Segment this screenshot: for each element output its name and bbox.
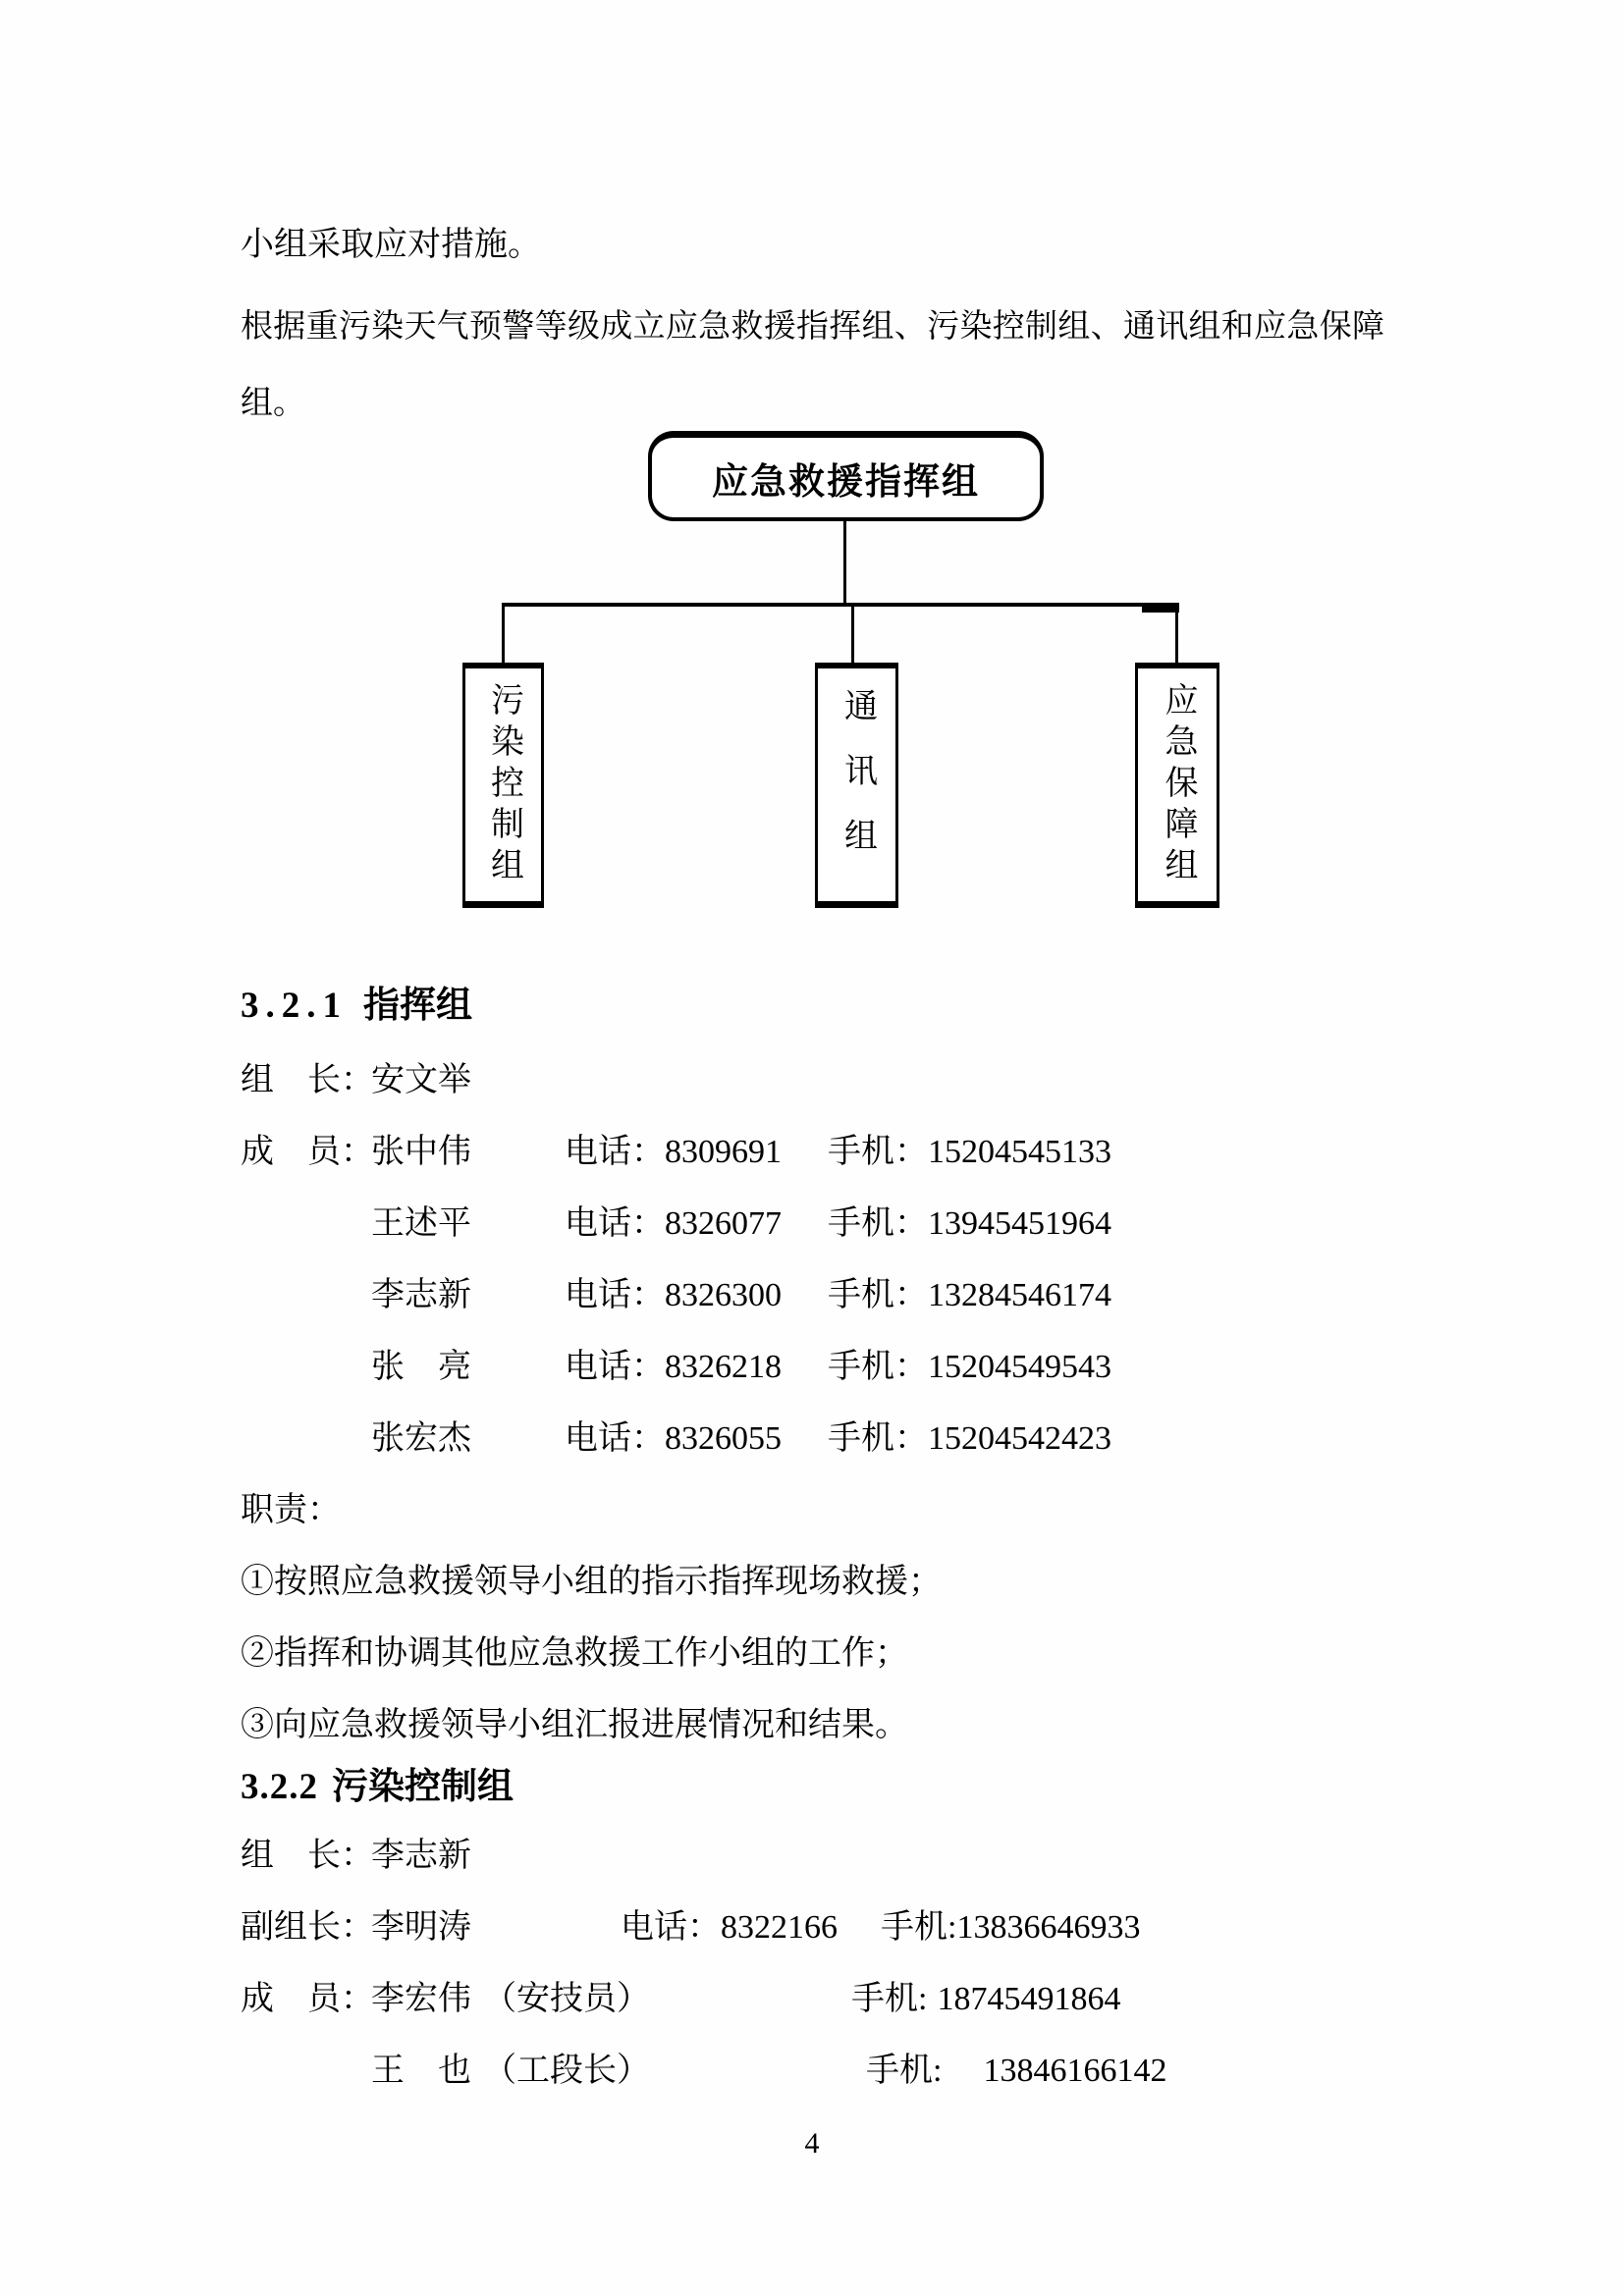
document-content bbox=[241, 207, 1384, 2107]
phone-label: 电话： bbox=[565, 1205, 665, 1242]
mobile-label: 手机: bbox=[866, 2053, 943, 2089]
phone-field bbox=[565, 1188, 828, 1259]
mobile-field bbox=[828, 1188, 1111, 1259]
org-chart-node-emergency-support bbox=[1135, 663, 1219, 908]
phone-field bbox=[621, 1892, 881, 1963]
member-name: 张宏杰 bbox=[371, 1420, 471, 1457]
section-322-rows bbox=[241, 1820, 1384, 2107]
org-chart-root-node bbox=[648, 431, 1044, 521]
section-title: 污染控制组 bbox=[332, 1767, 514, 1807]
duty-item bbox=[241, 1546, 1384, 1618]
phone-number: 8309691 bbox=[665, 1134, 782, 1170]
org-chart-connector-drop-right bbox=[1175, 603, 1178, 663]
leader-name: 安文举 bbox=[371, 1062, 471, 1098]
row-label: 组 长： bbox=[241, 1838, 374, 1874]
mobile-field bbox=[828, 1331, 1111, 1403]
intro-line-3: 组。 bbox=[241, 386, 305, 421]
mobile-label: 手机: bbox=[851, 1981, 928, 2017]
mobile-label: 手机： bbox=[828, 1277, 928, 1313]
duties-label-text: 职责： bbox=[241, 1492, 341, 1528]
org-chart-node-pollution-control bbox=[462, 663, 544, 908]
mobile-number: 13836646933 bbox=[956, 1909, 1141, 1946]
row-label bbox=[241, 1331, 371, 1403]
row-label bbox=[241, 1188, 371, 1259]
duty-item-text: ③向应急救援领导小组汇报进展情况和结果。 bbox=[241, 1707, 908, 1743]
phone-field bbox=[565, 1403, 828, 1474]
member-name: 王 也 bbox=[371, 2053, 471, 2089]
mobile-number: 13846166142 bbox=[983, 2053, 1167, 2089]
member-row bbox=[241, 1331, 1384, 1403]
leader-name: 李志新 bbox=[371, 1838, 471, 1874]
mobile-number: 15204549543 bbox=[928, 1349, 1111, 1385]
section-title: 指挥组 bbox=[363, 986, 472, 1026]
phone-number: 8326300 bbox=[665, 1277, 782, 1313]
member-row bbox=[241, 1116, 1384, 1188]
phone-label: 电话： bbox=[565, 1134, 665, 1170]
mobile-number: 15204545133 bbox=[928, 1134, 1111, 1170]
deputy-leader-row bbox=[241, 1892, 1384, 1963]
leader-row bbox=[241, 1044, 1384, 1116]
org-chart-node-label: 通讯组 bbox=[839, 687, 876, 882]
phone-label: 电话： bbox=[621, 1909, 721, 1946]
row-label: 成 员： bbox=[241, 1981, 374, 2017]
member-row bbox=[241, 2035, 1384, 2107]
intro-line-1: 小组采取应对措施。 bbox=[241, 227, 541, 263]
row-label: 组 长： bbox=[241, 1062, 374, 1098]
org-chart-node-label: 应急保障组 bbox=[1160, 681, 1196, 888]
phone-number: 8326077 bbox=[665, 1205, 782, 1242]
row-label bbox=[241, 1259, 371, 1331]
mobile-label: 手机： bbox=[828, 1349, 928, 1385]
mobile-field bbox=[828, 1259, 1111, 1331]
deputy-name: 李明涛 bbox=[371, 1909, 471, 1946]
phone-number: 8326055 bbox=[665, 1420, 782, 1457]
mobile-number: 13945451964 bbox=[928, 1205, 1111, 1242]
section-number: 3.2.1 bbox=[241, 986, 348, 1026]
member-row bbox=[241, 1259, 1384, 1331]
org-chart-root-label: 应急救援指挥组 bbox=[712, 461, 980, 503]
row-label bbox=[241, 1403, 371, 1474]
member-name-title bbox=[371, 2035, 866, 2107]
intro-paragraph bbox=[241, 289, 1384, 442]
org-chart-connector-horizontal bbox=[505, 603, 1179, 607]
duty-item-text: ②指挥和协调其他应急救援工作小组的工作； bbox=[241, 1635, 908, 1672]
leader-row bbox=[241, 1820, 1384, 1892]
row-label: 成 员： bbox=[241, 1134, 374, 1170]
duty-item bbox=[241, 1618, 1384, 1689]
row-label: 副组长： bbox=[241, 1909, 374, 1946]
member-name: 张中伟 bbox=[371, 1134, 471, 1170]
phone-field bbox=[565, 1331, 828, 1403]
org-chart-node-communication bbox=[815, 663, 898, 908]
mobile-label: 手机： bbox=[828, 1420, 928, 1457]
mobile-field bbox=[828, 1116, 1111, 1188]
member-title: （工段长） bbox=[483, 2053, 650, 2089]
org-chart-connector-stem bbox=[843, 521, 846, 603]
org-chart bbox=[241, 431, 1384, 908]
phone-number: 8326218 bbox=[665, 1349, 782, 1385]
member-name: 李宏伟 bbox=[371, 1981, 471, 2017]
member-name-title bbox=[371, 1963, 851, 2035]
phone-field bbox=[565, 1259, 828, 1331]
mobile-field bbox=[866, 2035, 1166, 2107]
mobile-field bbox=[881, 1892, 1140, 1963]
intro-line-2: 根据重污染天气预警等级成立应急救援指挥组、污染控制组、通讯组和应急保障 bbox=[241, 309, 1384, 345]
member-name: 张 亮 bbox=[371, 1349, 471, 1385]
member-title: （安技员） bbox=[483, 1981, 650, 2017]
mobile-number: 15204542423 bbox=[928, 1420, 1111, 1457]
phone-label: 电话： bbox=[565, 1277, 665, 1313]
section-number: 3.2.2 bbox=[241, 1767, 318, 1807]
phone-field bbox=[565, 1116, 828, 1188]
phone-label: 电话： bbox=[565, 1420, 665, 1457]
member-row bbox=[241, 1403, 1384, 1474]
phone-label: 电话： bbox=[565, 1349, 665, 1385]
org-chart-connector-drop-middle bbox=[851, 603, 854, 663]
section-heading-321 bbox=[241, 968, 1384, 1044]
mobile-label: 手机： bbox=[828, 1134, 928, 1170]
org-chart-connector-horizontal-tail bbox=[1142, 607, 1179, 613]
mobile-number: 13284546174 bbox=[928, 1277, 1111, 1313]
member-row bbox=[241, 1963, 1384, 2035]
mobile-number: 18745491864 bbox=[937, 1981, 1121, 2017]
member-name: 李志新 bbox=[371, 1277, 471, 1313]
duties-label bbox=[241, 1474, 1384, 1546]
org-chart-connector-drop-left bbox=[502, 603, 505, 663]
page-number: 4 bbox=[804, 2127, 820, 2160]
member-name: 王述平 bbox=[371, 1205, 471, 1242]
mobile-field bbox=[851, 1963, 1120, 2035]
mobile-label: 手机: bbox=[881, 1909, 957, 1946]
phone-number: 8322166 bbox=[721, 1909, 838, 1946]
org-chart-node-label: 污染控制组 bbox=[485, 681, 522, 888]
duty-item-text: ①按照应急救援领导小组的指示指挥现场救援； bbox=[241, 1564, 942, 1600]
mobile-field bbox=[828, 1403, 1111, 1474]
mobile-label: 手机： bbox=[828, 1205, 928, 1242]
member-row bbox=[241, 1188, 1384, 1259]
row-label bbox=[241, 2035, 371, 2107]
